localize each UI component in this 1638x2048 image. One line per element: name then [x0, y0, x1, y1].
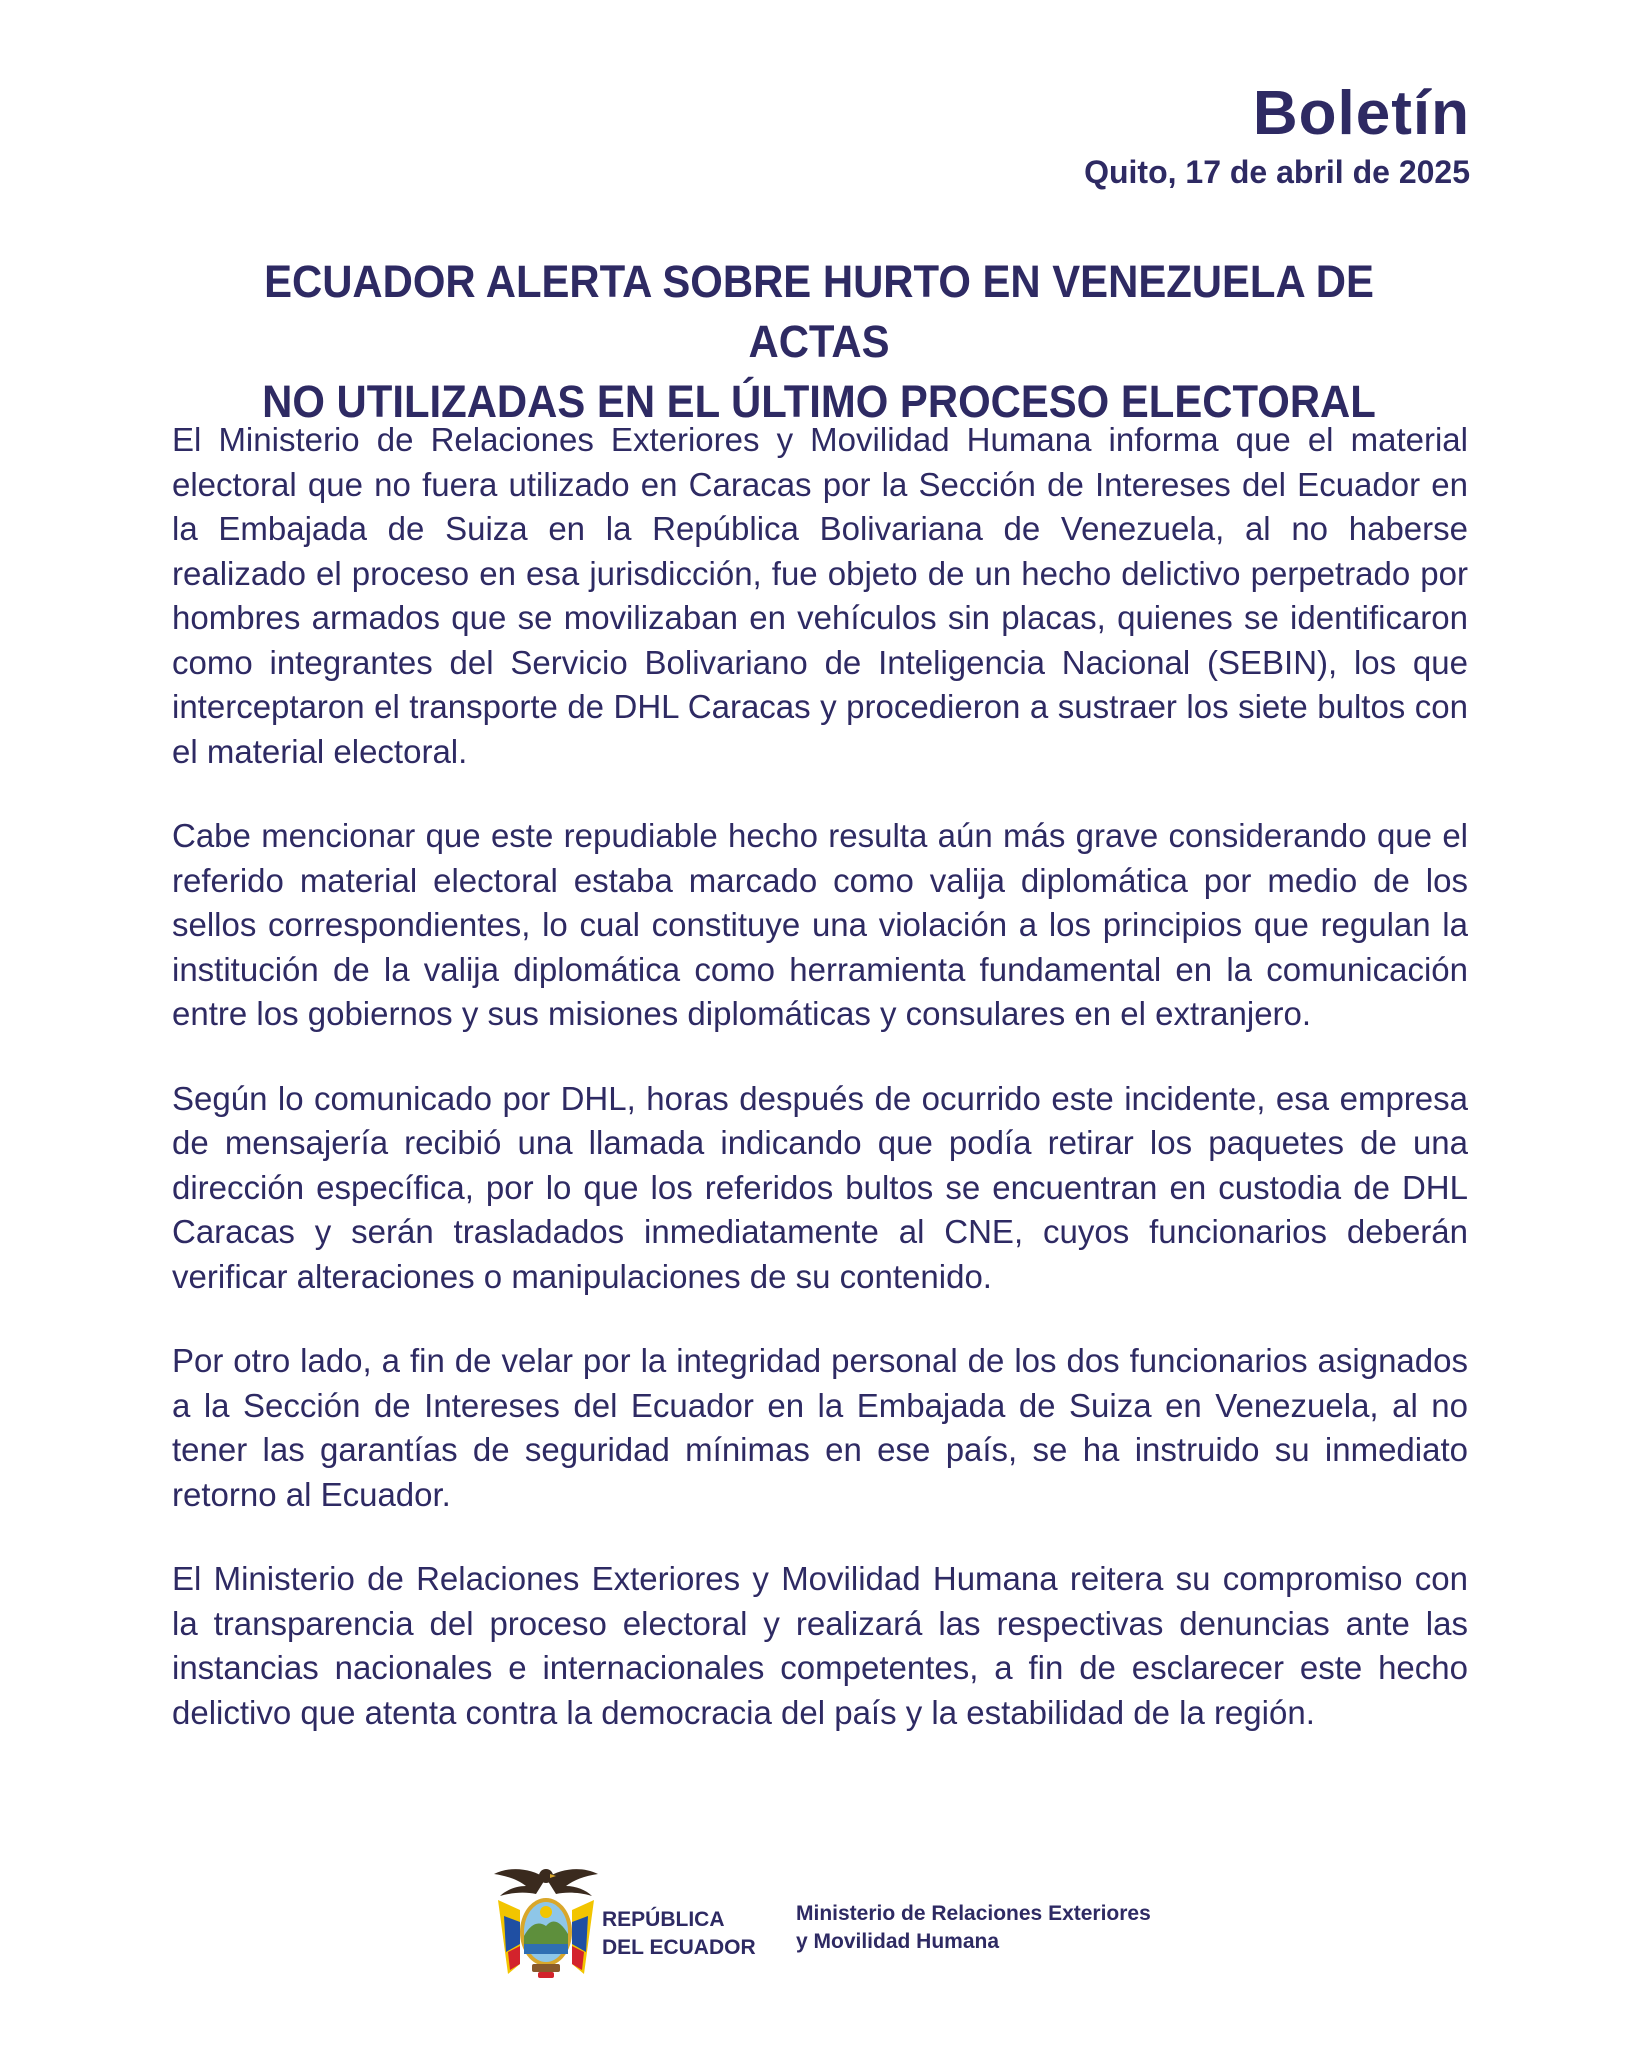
ministry-line-2: y Movilidad Humana — [796, 1930, 1000, 1953]
footer-divider — [764, 1896, 766, 1962]
republic-line-2: DEL ECUADOR — [602, 1936, 756, 1959]
headline — [197, 252, 1441, 432]
paragraph-1: El Ministerio de Relaciones Exteriores y Movilidad Humana informa que el material electoral que no fuera utilizado en Caracas por la Sección de Intereses del Ecuador en la Embajada de Suiza en la República Bolivariana de Venezuela, al no haberse realizado el proceso en esa jurisdicción, fue objeto de un hecho delictivo perpetrado por hombres armados que se movilizaban en vehículos sin placas, quienes se identificaron como integrantes del Servicio Bolivariano de Inteligencia Nacional (SEBIN), los que interceptaron el transporte de DHL Caracas y procedieron a sustraer los siete bultos con el material electoral. — [172, 421, 1468, 770]
ministry-line-1: Ministerio de Relaciones Exteriores — [796, 1902, 1151, 1925]
paragraph-5: El Ministerio de Relaciones Exteriores y Movilidad Humana reitera su compromiso con la transparencia del proceso electoral y realizará las respectivas denuncias ante las instancias nacionales e internacionales competentes, a fin de esclarecer este hecho delictivo que atenta contra la democracia del país y la estabilidad de la región. — [172, 1560, 1468, 1731]
bulletin-header — [1084, 78, 1470, 192]
paragraph-3: Según lo comunicado por DHL, horas después de ocurrido este incidente, esa empresa de mensajería recibió una llamada indicando que podía retirar los paquetes de una dirección específica, por lo que los referidos bultos se encuentran en custodia de DHL Caracas y serán trasladados inmediatamente al CNE, cuyos funcionarios deberán verificar alteraciones o manipulaciones de su contenido. — [172, 1079, 1468, 1295]
bulletin-title: Boletín — [1252, 79, 1470, 148]
headline-line-2: NO UTILIZADAS EN EL ÚLTIMO PROCESO ELECTORAL — [262, 376, 1376, 427]
ministry-label — [796, 1900, 1151, 1956]
paragraph-2: Cabe mencionar que este repudiable hecho resulta aún más grave considerando que el referido material electoral estaba marcado como valija diplomática por medio de los sellos correspondientes, lo cual constituye una violación a los principios que regulan la institución de la valija diplomática como herramienta fundamental en la comunicación entre los gobiernos y sus misiones diplomáticas y consulares en el extranjero. — [172, 817, 1468, 1032]
bulletin-date: Quito, 17 de abril de 2025 — [1084, 154, 1470, 190]
bulletin-body — [172, 418, 1468, 1775]
ecuador-coat-of-arms-icon — [490, 1856, 602, 1982]
republic-of-ecuador-label — [602, 1906, 780, 1962]
headline-line-1: ECUADOR ALERTA SOBRE HURTO EN VENEZUELA DE ACTAS — [264, 256, 1374, 367]
paragraph-4: Por otro lado, a fin de velar por la integridad personal de los dos funcionarios asignados a la Sección de Intereses del Ecuador en la Embajada de Suiza en Venezuela, al no tener las garantías de seguridad mínimas en ese país, se ha instruido su inmediato retorno al Ecuador. — [172, 1342, 1468, 1513]
footer-logos — [490, 1856, 1190, 1986]
republic-line-1: REPÚBLICA — [602, 1908, 725, 1931]
